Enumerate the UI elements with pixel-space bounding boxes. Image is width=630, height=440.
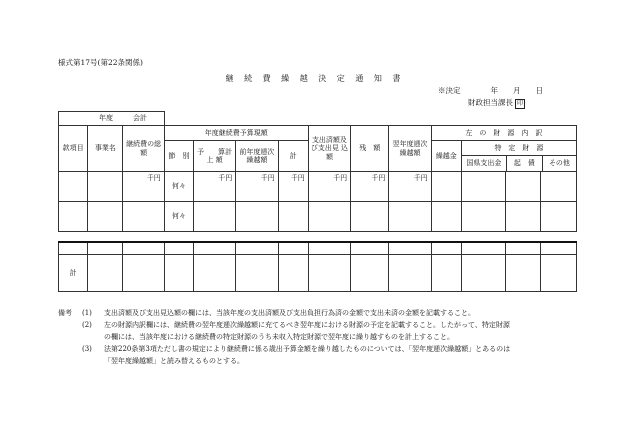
kei-header: 計 — [278, 141, 308, 172]
cell — [541, 202, 577, 232]
finance-manager-label: 財政担当課長 — [468, 98, 513, 107]
cell — [123, 202, 164, 232]
cell — [193, 242, 235, 255]
cell — [278, 255, 308, 292]
note-text: 左の財源内訳欄には、継続費の翌年度逓次繰越額に充てるべき翌年度における財源の予定を記載すること。したがって、特定財源 — [104, 321, 510, 329]
note-text: の欄には、当該年度における継続費の特定財源のうち未収入特定財源で翌年度に繰り越すものを計上すること。 — [104, 333, 454, 341]
note-item — [58, 319, 578, 343]
note-number: (1) — [82, 309, 92, 317]
cell — [59, 202, 88, 232]
kanko-header: 款項目 — [59, 126, 88, 172]
keizoku-total-header: 継続費の総 額 — [123, 126, 164, 172]
yokunendo-header: 翌年度逓次繰越額 — [389, 126, 431, 172]
account-label: 会計 — [133, 114, 147, 123]
shishutsu-header: 支出済額及び支出見 込 額 — [308, 126, 350, 172]
note-text: 支出済額及び支出見込額の欄には、当該年度の支出済額及び支出負担行為済の金額で支出未済の金額を記載すること。 — [104, 309, 475, 317]
cell — [506, 255, 541, 292]
cell — [308, 255, 350, 292]
unit-cell: 千円 — [278, 172, 308, 202]
cell — [389, 242, 431, 255]
cell — [351, 242, 389, 255]
sonota-header: その他 — [548, 159, 570, 167]
blank-header — [164, 112, 576, 126]
note-item — [58, 343, 578, 367]
cell — [351, 202, 389, 232]
cell — [88, 242, 123, 255]
total-label: 計 — [59, 255, 88, 292]
divider-row — [59, 232, 577, 242]
unit-cell: 千円 — [389, 172, 431, 202]
notes-section — [58, 307, 578, 367]
nanin-cell: 何々 — [164, 172, 193, 202]
tokutei-header: 特 定 財 源 — [462, 141, 576, 156]
cell — [389, 255, 431, 292]
cell — [164, 255, 193, 292]
unit-cell: 千円 — [308, 172, 350, 202]
cell — [278, 242, 308, 255]
budget-group-header: 年度継続費予算現額 — [164, 126, 308, 141]
cell — [278, 202, 308, 232]
document-title: 継 続 費 繰 越 決 定 通 知 書 — [225, 74, 405, 83]
unit-cell: 千円 — [123, 172, 164, 202]
notes-label: 備考 — [58, 309, 72, 317]
note-text: 「翌年度繰越額」と読み替えるものとする。 — [104, 357, 244, 365]
zennendo-header: 前年度逓次繰越額 — [236, 141, 278, 172]
cell — [193, 255, 235, 292]
nanin-cell: 何々 — [164, 202, 193, 232]
cell — [308, 202, 350, 232]
setsu-header: 節 別 — [164, 141, 193, 172]
finance-manager-stamp — [468, 98, 525, 109]
cell — [541, 255, 577, 292]
form-number: 様式第17号(第22条関係) — [58, 58, 143, 67]
kokken-header: 国県支出金 — [462, 156, 507, 171]
cell — [88, 255, 123, 292]
cell — [461, 172, 505, 202]
cell — [431, 255, 461, 292]
kurikoshi-header: 繰越金 — [431, 141, 461, 172]
cell — [431, 172, 461, 202]
cell — [88, 202, 123, 232]
cell — [461, 255, 505, 292]
cell — [461, 242, 505, 255]
cell — [236, 202, 278, 232]
cell — [351, 255, 389, 292]
cell — [88, 172, 123, 202]
seal-mark: 印 — [517, 100, 524, 107]
decision-date-line: ※決定 年 月 日 — [438, 86, 543, 95]
cell — [506, 202, 541, 232]
cell — [164, 242, 193, 255]
cell — [123, 255, 164, 292]
year-account-cell — [59, 112, 165, 126]
zangaku-header: 残 額 — [351, 126, 389, 172]
jigyo-header: 事業名 — [88, 126, 123, 172]
year-label: 年度 — [99, 114, 113, 123]
cell — [236, 242, 278, 255]
cell — [431, 202, 461, 232]
yosan-header: 予 算計 上 額 — [193, 141, 235, 172]
carryover-table — [58, 111, 577, 292]
tokutei-group — [461, 141, 576, 172]
cell — [461, 202, 505, 232]
cell — [431, 242, 461, 255]
kisai-header: 起 債 — [507, 156, 543, 171]
zaigen-group-header: 左 の 財 源 内 訳 — [431, 126, 576, 141]
unit-cell: 千円 — [193, 172, 235, 202]
cell — [123, 242, 164, 255]
cell — [59, 172, 88, 202]
note-item — [58, 307, 578, 319]
cell — [506, 172, 541, 202]
cell — [541, 242, 577, 255]
cell — [506, 242, 541, 255]
cell — [59, 242, 88, 255]
note-text: 法第220条第3項ただし書の規定により継続費に係る歳出予算金額を繰り越したものについては、「翌年度逓次繰越額」とあるのは — [104, 345, 511, 353]
note-number: (2) — [82, 321, 92, 329]
cell — [236, 255, 278, 292]
unit-cell: 千円 — [351, 172, 389, 202]
cell — [308, 242, 350, 255]
note-number: (3) — [82, 345, 92, 353]
cell — [541, 172, 577, 202]
unit-cell: 千円 — [236, 172, 278, 202]
cell — [193, 202, 235, 232]
cell — [389, 202, 431, 232]
